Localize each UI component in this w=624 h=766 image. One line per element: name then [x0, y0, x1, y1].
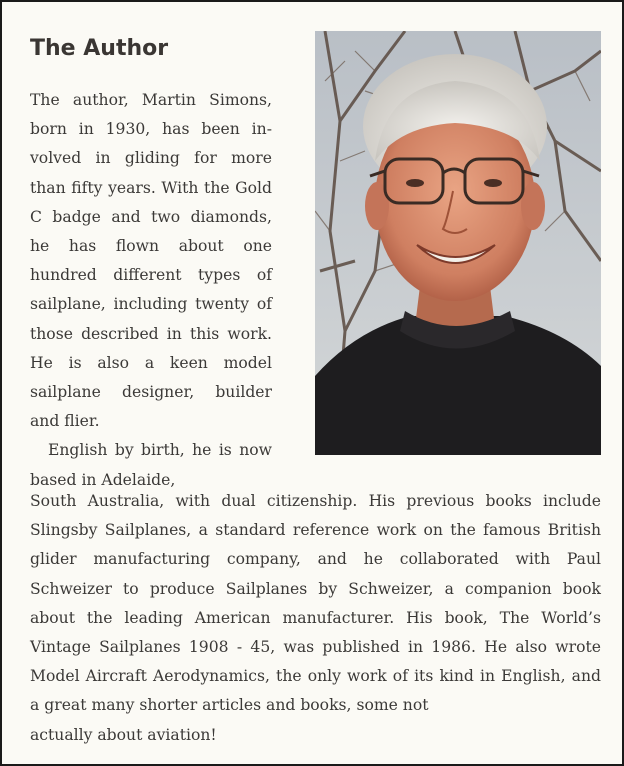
author-portrait-image	[315, 31, 601, 455]
author-bio-column	[30, 86, 272, 495]
bio-paragraph-2-continued	[30, 487, 601, 750]
bio-paragraph-2-body: South Australia, with dual citizenship. His previous books include Slingsby Sailplanes, a standard reference work on the famous British glider manufacturing company, and he collaborated with Paul Schweizer to produce Sailplanes by Schweizer, a companion book about the leading American manufacturer. His book, The World’s Vintage Sailplanes 1908 - 45, was published in 1986. He also wrote Model Aircraft Aerodynamics, the only work of its kind in English, and a great many shorter articles and books, some not	[30, 492, 601, 715]
bio-paragraph-1: The author, Martin Simons, born in 1930, has been involved in gliding for more than fifty years. With the Gold C badge and two diamonds, he has flown about one hundred different types of sailplane, including twenty of those described in this work. He is also a keen model sailplane designer, builder and flier.	[30, 91, 272, 431]
author-photo	[315, 31, 601, 455]
bio-paragraph-2-start: English by birth, he is now based in Adelaide,	[30, 441, 272, 489]
bio-paragraph-2-last-line: actually about aviation!	[30, 725, 217, 744]
page-title: The Author	[30, 36, 169, 61]
